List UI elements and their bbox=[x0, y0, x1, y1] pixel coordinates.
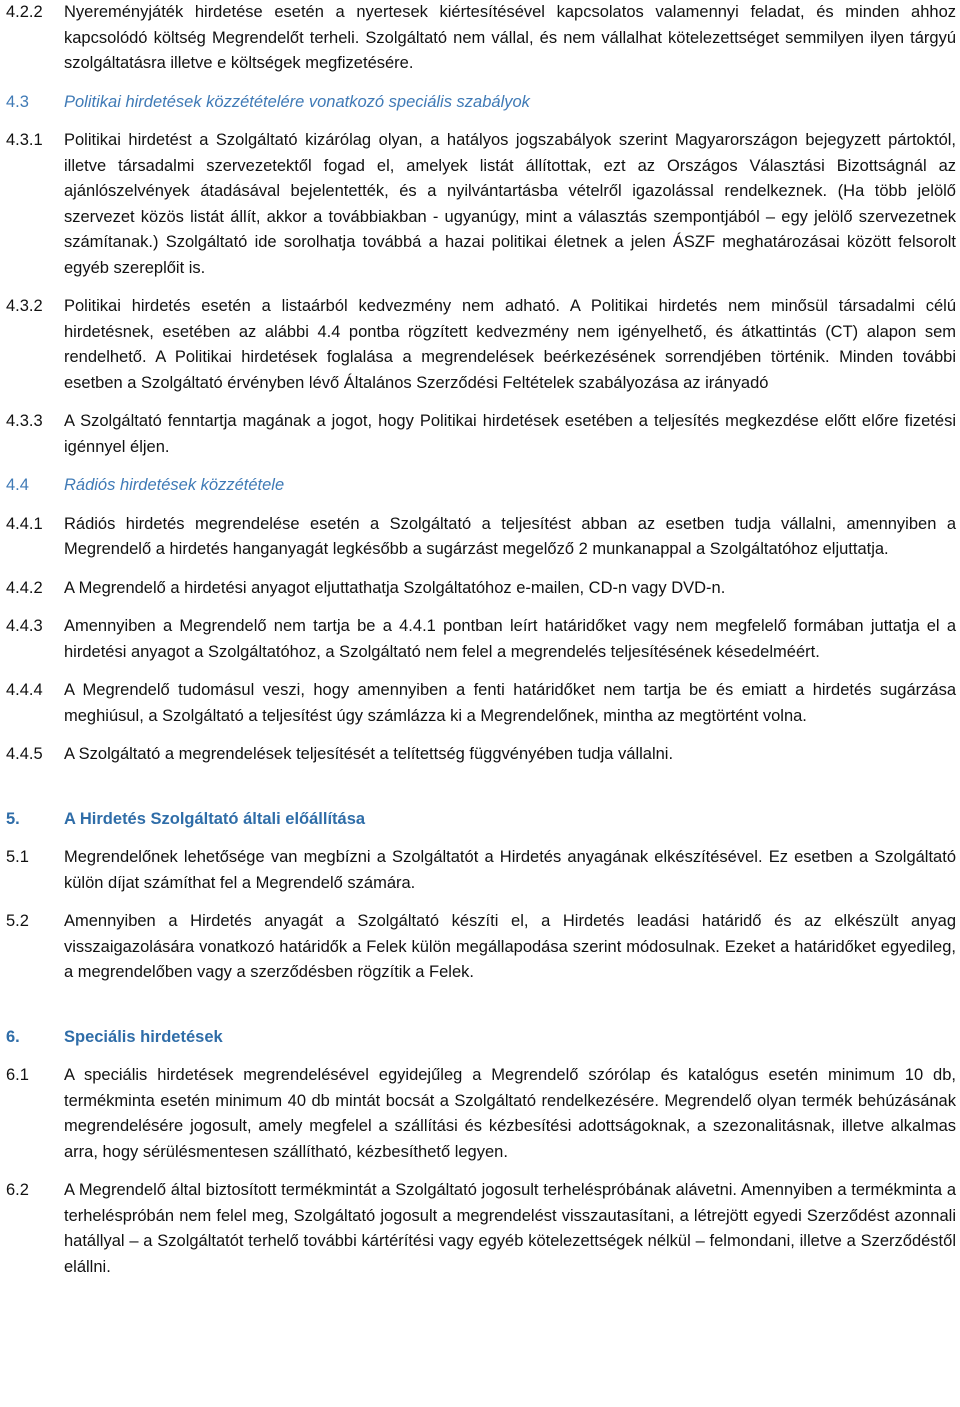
paragraph-4-3-3 bbox=[6, 409, 956, 460]
section-title: Rádiós hirdetések közzététele bbox=[64, 476, 285, 494]
paragraph-number: 4.2.2 bbox=[6, 3, 43, 21]
section-title: Speciális hirdetések bbox=[64, 1027, 223, 1046]
paragraph-6-1 bbox=[6, 1063, 956, 1165]
paragraph-number: 4.4.5 bbox=[6, 745, 43, 763]
section-heading-6 bbox=[6, 1025, 956, 1051]
section-title: A Hirdetés Szolgáltató általi előállítása bbox=[64, 809, 366, 828]
section-number: 4.3 bbox=[6, 92, 29, 111]
section-heading-4-4 bbox=[6, 473, 956, 499]
paragraph-number: 4.4.2 bbox=[6, 578, 43, 597]
paragraph-6-2 bbox=[6, 1178, 956, 1280]
paragraph-4-2-2 bbox=[6, 0, 956, 77]
paragraph-text: Amennyiben a Hirdetés anyagát a Szolgáltató készíti el, a Hirdetés leadási határidő és az elkészült anyag visszaigazolására vonatkozó határidők a Felek külön megállapodása szerint módosulnak. Ezeket a határidőket egyedileg, a megrendelőben vagy a szerződésben rögzítik a Felek. bbox=[64, 912, 956, 981]
paragraph-4-4-2 bbox=[6, 576, 956, 602]
section-heading-5 bbox=[6, 807, 956, 833]
paragraph-text: Nyereményjáték hirdetése esetén a nyertesek kiértesítésével kapcsolatos valamennyi feladat, és minden ahhoz kapcsolódó költség Megrendelőt terheli. Szolgáltató nem vállal, és nem vállalhat kötelezettséget semmilyen ilyen tárgyú szolgáltatásra illetve e költségek megfizetésére. bbox=[64, 3, 956, 72]
paragraph-4-4-4 bbox=[6, 678, 956, 729]
paragraph-4-3-2 bbox=[6, 294, 956, 396]
paragraph-number: 4.4.3 bbox=[6, 617, 43, 635]
paragraph-5-2 bbox=[6, 909, 956, 986]
paragraph-number: 5.1 bbox=[6, 848, 29, 866]
section-number: 4.4 bbox=[6, 476, 29, 494]
paragraph-text: Megrendelőnek lehetősége van megbízni a Szolgáltatót a Hirdetés anyagának elkészítésével. Ez esetben a Szolgáltató külön díjat számíthat fel a Megrendelő számára. bbox=[64, 848, 956, 892]
paragraph-text: A Megrendelő a hirdetési anyagot eljuttathatja Szolgáltatóhoz e-mailen, CD-n vagy DVD-n. bbox=[64, 578, 726, 597]
section-number: 6. bbox=[6, 1027, 20, 1046]
paragraph-text: A Szolgáltató a megrendelések teljesítését a telítettség függvényében tudja vállalni. bbox=[64, 745, 674, 763]
section-title: Politikai hirdetések közzétételére vonatkozó speciális szabályok bbox=[64, 92, 530, 111]
section-number: 5. bbox=[6, 809, 20, 828]
paragraph-4-4-3 bbox=[6, 614, 956, 665]
paragraph-number: 4.4.1 bbox=[6, 514, 43, 533]
paragraph-number: 4.3.2 bbox=[6, 297, 43, 315]
paragraph-number: 4.3.1 bbox=[6, 131, 43, 149]
paragraph-text: Amennyiben a Megrendelő nem tartja be a 4.4.1 pontban leírt határidőket vagy nem megfelelő formában juttatja el a hirdetési anyagot a Szolgáltatóhoz, a Szolgáltató nem felel a megrendelés teljesítésének késedelméért. bbox=[64, 617, 956, 661]
paragraph-text: A speciális hirdetések megrendelésével egyidejűleg a Megrendelő szórólap és katalógus esetén minimum 10 db, termékminta esetén minimum 40 db mintát bocsát a Szolgáltató rendelkezésére. Megrendelő olyan termék behúzásának megrendelésére jogosult, amely megfelel a szállítási és kézbesítési adottságoknak, a szezonalitásnak, illetve alkalmas arra, hogy sérülésmentesen szállítható, kézbesíthető legyen. bbox=[64, 1066, 956, 1161]
paragraph-text: A Megrendelő által biztosított termékmintát a Szolgáltató jogosult terheléspróbának alávetni. Amennyiben a termékminta a terheléspróbán nem felel meg, Szolgáltató jogosult a megrendelést visszautasítani, a létrejött egyedi Szerződést azonnali hatállyal – a Szolgáltatót terhelő további kártérítési vagy egyéb kötelezettségek nélkül – felmondani, illetve a Szerződéstől elállni. bbox=[64, 1181, 956, 1276]
paragraph-number: 5.2 bbox=[6, 912, 29, 930]
paragraph-4-4-5 bbox=[6, 742, 956, 768]
paragraph-number: 6.1 bbox=[6, 1066, 29, 1084]
paragraph-text: A Megrendelő tudomásul veszi, hogy amennyiben a fenti határidőket nem tartja be és emiatt a hirdetés sugárzása meghiúsul, a Szolgáltató a teljesítést úgy számlázza ki a Megrendelőnek, mintha az megtörtént volna. bbox=[64, 681, 956, 725]
paragraph-number: 6.2 bbox=[6, 1181, 29, 1199]
paragraph-text: Politikai hirdetést a Szolgáltató kizárólag olyan, a hatályos jogszabályok szerint Magyarországon bejegyzett pártoktól, illetve társadalmi szervezetektől fogad el, amelyek listát állítottak, ezt az Országos Választási Bizottságnál az ajánlószelvények átadásával bejelentették, és a nyilvántartásba vételről igazolással rendelkeznek. (Ha több jelölő szervezet közös listát állít, akkor a továbbiakban - ugyanúgy, mint a választás szempontjából – egy jelölő szervezetnek számítanak.) Szolgáltató ide sorolhatja továbbá a hazai politikai életnek a jelen ÁSZF meghatározásai között felsorolt egyéb szereplőit is. bbox=[64, 131, 956, 277]
paragraph-number: 4.3.3 bbox=[6, 412, 43, 430]
paragraph-text: Rádiós hirdetés megrendelése esetén a Szolgáltató a teljesítést abban az esetben tudja vállalni, amennyiben a Megrendelő a hirdetés hanganyagát legkésőbb a sugárzást megelőző 2 munkanappal a Szolgáltatóhoz eljuttatja. bbox=[64, 514, 956, 558]
paragraph-4-3-1 bbox=[6, 128, 956, 281]
paragraph-text: A Szolgáltató fenntartja magának a jogot, hogy Politikai hirdetések esetében a teljesítés megkezdése előtt előre fizetési igénnyel éljen. bbox=[64, 412, 956, 456]
section-heading-4-3 bbox=[6, 90, 956, 116]
paragraph-number: 4.4.4 bbox=[6, 681, 43, 699]
paragraph-text: Politikai hirdetés esetén a listaárból kedvezmény nem adható. A Politikai hirdetés nem minősül társadalmi célú hirdetésnek, esetében az alábbi 4.4 pontba rögzített kedvezmény nem igényelhető, és átkattintás (CT) alapon sem rendelhető. A Politikai hirdetések foglalása a megrendelések beérkezésének sorrendjében történik. Minden további esetben a Szolgáltató érvényben lévő Általános Szerződési Feltételek szabályozása az irányadó bbox=[64, 297, 956, 392]
paragraph-4-4-1 bbox=[6, 512, 956, 563]
paragraph-5-1 bbox=[6, 845, 956, 896]
